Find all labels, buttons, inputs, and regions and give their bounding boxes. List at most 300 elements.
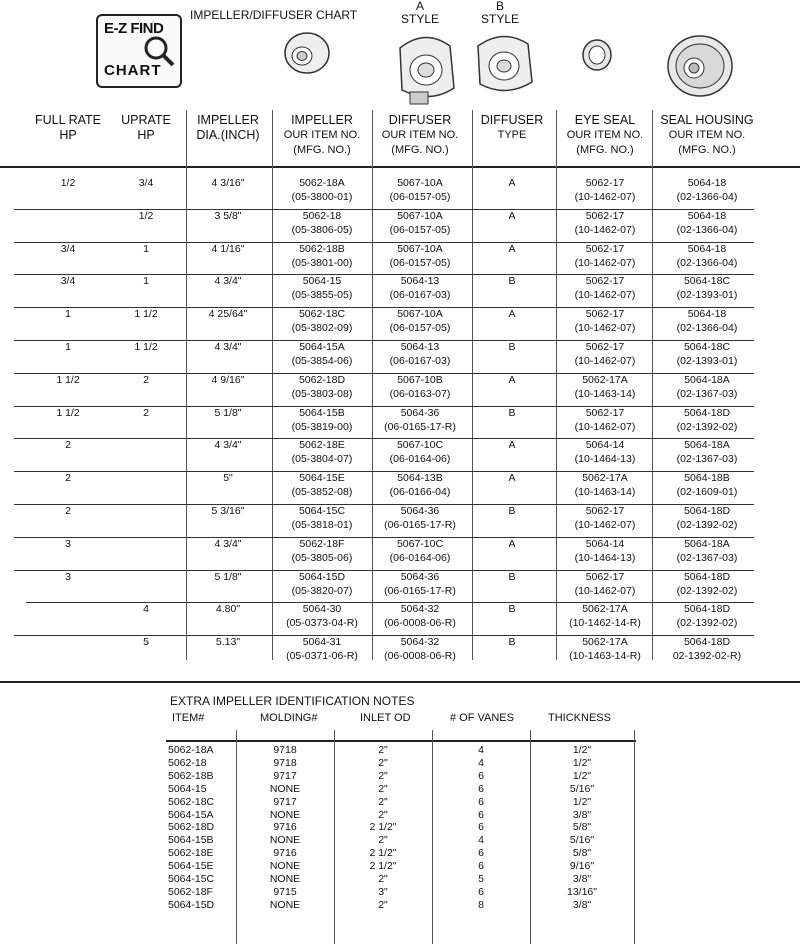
cell-line: (10-1462-07) — [574, 223, 636, 236]
table-cell — [267, 537, 377, 565]
notes-cell: 2" — [378, 795, 388, 808]
notes-column-header: MOLDING# — [260, 712, 318, 724]
cell-line: (06-0008-06-R) — [384, 617, 456, 630]
table-cell — [652, 570, 762, 598]
cell-line: 5062-18A — [299, 177, 345, 189]
table-cell — [13, 570, 123, 584]
notes-cell: NONE — [269, 860, 301, 873]
notes-title: EXTRA IMPELLER IDENTIFICATION NOTES — [170, 694, 415, 708]
cell-line: (05-3806-05) — [291, 223, 353, 236]
notes-cell: 2" — [378, 744, 388, 756]
cell-line: B — [508, 603, 516, 616]
cell-line: 5064-18 — [687, 177, 727, 189]
column-header-line: OUR ITEM NO. — [283, 129, 361, 141]
cell-line: 4 3/16" — [211, 177, 245, 189]
impeller-image — [282, 28, 332, 78]
cell-line: 5064-13B — [397, 472, 443, 485]
column-header-line: (MFG. NO.) — [678, 144, 736, 156]
notes-column-divider — [530, 730, 531, 944]
cell-line: (05-3820-07) — [291, 584, 353, 597]
cell-line: (05-3802-09) — [291, 322, 353, 335]
notes-cell: 6 — [478, 860, 484, 873]
cell-line: 3 — [65, 570, 71, 583]
cell-line: A — [508, 308, 516, 321]
cell-line: 5064-18B — [684, 472, 730, 485]
cell-line: A — [508, 242, 516, 255]
cell-line: 1 1/2 — [134, 308, 158, 321]
seal-housing-image — [664, 28, 736, 100]
cell-line: 5 — [143, 636, 149, 649]
column-header-line: OUR ITEM NO. — [566, 129, 644, 141]
column-header-line: HP — [137, 128, 155, 142]
cell-line: (06-0165-17-R) — [384, 420, 456, 433]
notes-cell: 6 — [478, 808, 484, 821]
table-cell — [267, 373, 377, 401]
cell-line: (10-1462-07) — [574, 355, 636, 367]
cell-line: A — [508, 177, 516, 189]
cell-line: (06-0164-06) — [389, 453, 451, 466]
column-header-line: DIA.(INCH) — [196, 128, 260, 142]
diffuser-a-image — [390, 28, 460, 110]
cell-line: 5062-17 — [585, 209, 625, 222]
notes-cell: 5064-15C — [168, 873, 215, 885]
notes-cell: 13/16" — [566, 885, 597, 898]
notes-column-header: # OF VANES — [450, 712, 514, 724]
notes-cell: 2 1/2" — [369, 860, 397, 873]
cell-line: 1 1/2 — [56, 373, 80, 386]
cell-line: 5062-17 — [585, 308, 625, 321]
cell-line: 5064-15A — [299, 341, 345, 353]
table-cell — [652, 274, 762, 302]
table-cell — [652, 340, 762, 368]
notes-column-divider — [432, 730, 433, 944]
notes-cell: 9/16" — [569, 860, 595, 873]
notes-cell: 1/2" — [572, 756, 592, 769]
column-header-line: OUR ITEM NO. — [381, 129, 459, 141]
table-cell — [550, 635, 660, 663]
cell-line: (10-1462-07) — [574, 519, 636, 531]
cell-line: (10-1462-14-R) — [569, 617, 641, 630]
cell-line: (06-0165-17-R) — [384, 519, 456, 531]
notes-cell: 2" — [378, 769, 388, 782]
cell-line: (02-1367-03) — [676, 551, 738, 564]
notes-cell: 6 — [478, 769, 484, 782]
cell-line: 5064-36 — [400, 570, 440, 583]
table-cell — [267, 307, 377, 335]
table-cell — [13, 438, 123, 452]
table-cell — [267, 209, 377, 237]
table-cell — [267, 504, 377, 532]
cell-line: A — [508, 209, 516, 222]
cell-line: 5064-13 — [400, 341, 440, 353]
cell-line: (02-1367-03) — [676, 453, 738, 466]
table-cell — [550, 176, 660, 204]
notes-cell: 2" — [378, 834, 388, 847]
cell-line: (10-1463-14) — [574, 486, 636, 499]
cell-line: 1 1/2 — [134, 341, 158, 353]
notes-cell: 3" — [378, 885, 388, 898]
header-divider — [0, 166, 800, 168]
cell-line: (05-3805-06) — [291, 551, 353, 564]
notes-cell: 6 — [478, 847, 484, 860]
cell-line: (05-3800-01) — [291, 191, 353, 203]
cell-line: 5064-18A — [684, 537, 730, 550]
notes-cell: 5062-18E — [168, 847, 214, 860]
cell-line: (05-0371-06-R) — [286, 650, 358, 663]
notes-cell: 1/2" — [572, 769, 592, 782]
cell-line: 5064-18D — [683, 603, 731, 616]
notes-cell: NONE — [269, 898, 301, 911]
table-cell — [550, 471, 660, 499]
notes-cell: 9716 — [273, 847, 297, 860]
table-cell — [652, 635, 762, 663]
notes-column-header: THICKNESS — [548, 712, 611, 724]
column-header-line: TYPE — [497, 129, 527, 141]
cell-line: A — [508, 439, 516, 452]
table-cell — [550, 274, 660, 302]
cell-line: 5064-15D — [298, 570, 346, 583]
table-cell — [652, 602, 762, 630]
cell-line: 2 — [143, 406, 149, 419]
cell-line: 5 1/8" — [214, 406, 242, 419]
column-header-line: SEAL HOUSING — [660, 113, 754, 127]
table-cell — [267, 635, 377, 663]
cell-line: (02-1366-04) — [676, 191, 738, 203]
cell-line: 4.80" — [215, 603, 241, 616]
cell-line: 4 3/4" — [214, 275, 242, 288]
cell-line: 1 — [65, 308, 71, 321]
table-cell — [550, 438, 660, 466]
cell-line: (10-1463-14) — [574, 387, 636, 400]
notes-cell: 9716 — [273, 821, 297, 834]
notes-cell: 9717 — [273, 769, 297, 782]
cell-line: B — [508, 570, 516, 583]
table-cell — [13, 504, 123, 518]
cell-line: B — [508, 275, 516, 288]
cell-line: 4 1/16" — [211, 242, 245, 255]
cell-line: 5064-18C — [683, 275, 731, 288]
column-header-line: (MFG. NO.) — [391, 144, 449, 156]
table-cell — [652, 406, 762, 434]
cell-line: (06-0008-06-R) — [384, 650, 456, 663]
cell-line: (05-3801-00) — [291, 256, 353, 269]
cell-line: 4 3/4" — [214, 341, 242, 353]
table-cell — [652, 373, 762, 401]
table-cell — [652, 438, 762, 466]
notes-cell: 3/8" — [572, 898, 592, 911]
notes-cell: 9718 — [273, 744, 297, 756]
cell-line: 5" — [223, 472, 233, 485]
cell-line: 5062-17A — [582, 373, 628, 386]
cell-line: 1 — [143, 275, 149, 288]
cell-line: (05-3803-08) — [291, 387, 353, 400]
cell-line: (02-1366-04) — [676, 256, 738, 269]
notes-cell: 5062-18F — [168, 885, 213, 898]
table-cell — [652, 242, 762, 270]
cell-line: 5064-15B — [299, 406, 345, 419]
cell-line: 3 5/8" — [214, 209, 242, 222]
table-cell — [652, 504, 762, 532]
notes-cell: 6 — [478, 782, 484, 795]
logo-text-top: E-Z FIND — [104, 20, 164, 37]
cell-line: 4 3/4" — [214, 439, 242, 452]
notes-cell: 5064-15B — [168, 834, 214, 847]
notes-cell: 6 — [478, 885, 484, 898]
cell-line: 5064-36 — [400, 505, 440, 517]
cell-line: 5062-17 — [585, 275, 625, 288]
diffuser-b-image — [470, 28, 536, 98]
cell-line: (10-1462-07) — [574, 289, 636, 302]
table-cell — [267, 274, 377, 302]
cell-line: 5064-18A — [684, 439, 730, 452]
table-cell — [550, 602, 660, 630]
notes-column-divider — [634, 730, 635, 944]
table-cell — [550, 406, 660, 434]
notes-cell: 5/16" — [569, 782, 595, 795]
notes-cell: 3/8" — [572, 808, 592, 821]
cell-line: 2 — [65, 505, 71, 517]
cell-line: (06-0157-05) — [389, 191, 451, 203]
cell-line: 5067-10C — [396, 537, 444, 550]
notes-cell: 4 — [478, 834, 484, 847]
eye-seal-image — [580, 38, 614, 72]
cell-line: 3/4 — [138, 177, 154, 189]
cell-line: 4 9/16" — [211, 373, 245, 386]
cell-line: 5064-15C — [298, 505, 346, 517]
cell-line: 5067-10A — [397, 242, 443, 255]
notes-column-divider — [334, 730, 335, 944]
cell-line: 1 — [143, 242, 149, 255]
cell-line: (02-1392-02) — [676, 617, 738, 630]
table-cell — [267, 242, 377, 270]
cell-line: 5067-10A — [397, 308, 443, 321]
cell-line: 5062-18B — [299, 242, 345, 255]
table-cell — [267, 406, 377, 434]
table-cell — [652, 537, 762, 565]
cell-line: 5067-10A — [397, 209, 443, 222]
notes-cell: 2" — [378, 898, 388, 911]
cell-line: A — [508, 373, 516, 386]
cell-line: (06-0157-05) — [389, 322, 451, 335]
notes-cell: 8 — [478, 898, 484, 911]
notes-cell: 5/8" — [572, 847, 592, 860]
cell-line: (06-0167-03) — [389, 355, 451, 367]
cell-line: 4 3/4" — [214, 537, 242, 550]
cell-line: 5 3/16" — [211, 505, 245, 517]
table-cell — [267, 570, 377, 598]
notes-cell: 2" — [378, 756, 388, 769]
notes-cell: 9718 — [273, 756, 297, 769]
cell-line: (02-1609-01) — [676, 486, 738, 499]
cell-line: 5062-17 — [585, 505, 625, 517]
notes-cell: NONE — [269, 834, 301, 847]
column-header-line: OUR ITEM NO. — [668, 129, 746, 141]
notes-cell: 5062-18 — [168, 756, 207, 769]
cell-line: 5064-14 — [585, 537, 625, 550]
cell-line: (02-1392-02) — [676, 519, 738, 531]
cell-line: 5062-17 — [585, 341, 625, 353]
cell-line: 5064-18D — [683, 570, 731, 583]
notes-column-header: INLET OD — [360, 712, 411, 724]
cell-line: 3/4 — [60, 275, 76, 288]
cell-line: 5062-18E — [299, 439, 345, 452]
table-cell — [550, 242, 660, 270]
table-cell — [267, 471, 377, 499]
cell-line: (02-1393-01) — [676, 289, 738, 302]
cell-line: 3/4 — [60, 242, 76, 255]
cell-line: 5062-17A — [582, 472, 628, 485]
notes-cell: 5/8" — [572, 821, 592, 834]
cell-line: (05-3818-01) — [291, 519, 353, 531]
table-cell — [652, 209, 762, 237]
cell-line: (06-0157-05) — [389, 256, 451, 269]
cell-line: (10-1462-07) — [574, 191, 636, 203]
column-header-line: UPRATE — [121, 113, 171, 127]
column-header-line: DIFFUSER — [480, 113, 544, 127]
chart-title: IMPELLER/DIFFUSER CHART — [190, 8, 358, 22]
cell-line: (06-0157-05) — [389, 223, 451, 236]
cell-line: 4 25/64" — [208, 308, 248, 321]
cell-line: 1/2 — [138, 209, 154, 222]
cell-line: 2 — [143, 373, 149, 386]
cell-line: B — [508, 406, 516, 419]
cell-line: 5064-18 — [687, 308, 727, 321]
cell-line: (10-1463-14-R) — [569, 650, 641, 663]
logo-text-bottom: CHART — [104, 62, 162, 79]
cell-line: (10-1464-13) — [574, 453, 636, 466]
column-header-line: (MFG. NO.) — [576, 144, 634, 156]
cell-line: B — [508, 505, 516, 517]
cell-line: 5062-17 — [585, 570, 625, 583]
cell-line: 5064-15E — [299, 472, 345, 485]
cell-line: 5064-31 — [302, 636, 342, 649]
cell-line: (05-3819-00) — [291, 420, 353, 433]
table-cell — [652, 307, 762, 335]
cell-line: (02-1393-01) — [676, 355, 738, 367]
cell-line: 1/2 — [60, 177, 76, 189]
notes-cell: 2" — [378, 873, 388, 885]
notes-column-header: ITEM# — [172, 712, 205, 724]
column-header — [652, 113, 762, 158]
notes-cell: 5064-15A — [168, 808, 214, 821]
cell-line: 5064-18D — [683, 636, 731, 649]
cell-line: 5 1/8" — [214, 570, 242, 583]
notes-cell: NONE — [269, 873, 301, 885]
cell-line: 5062-18D — [298, 373, 346, 386]
cell-line: 4 — [143, 603, 149, 616]
cell-line: 5064-13 — [400, 275, 440, 288]
cell-line: 02-1392-02-R) — [672, 650, 742, 663]
notes-cell: 4 — [478, 744, 484, 756]
notes-cell: 1/2" — [572, 744, 592, 756]
notes-cell: NONE — [269, 782, 301, 795]
cell-line: 5064-18 — [687, 242, 727, 255]
cell-line: 5062-18 — [302, 209, 342, 222]
cell-line: (02-1392-02) — [676, 420, 738, 433]
cell-line: 5067-10A — [397, 177, 443, 189]
cell-line: 5064-32 — [400, 603, 440, 616]
cell-line: (05-3854-06) — [291, 355, 353, 367]
cell-line: (05-3852-08) — [291, 486, 353, 499]
table-cell — [13, 471, 123, 485]
notes-cell: 5064-15E — [168, 860, 214, 873]
cell-line: 5064-18D — [683, 406, 731, 419]
cell-line: (06-0163-07) — [389, 387, 451, 400]
table-cell — [550, 340, 660, 368]
column-header-line: FULL RATE — [35, 113, 101, 127]
table-cell — [267, 602, 377, 630]
notes-cell: 5062-18B — [168, 769, 214, 782]
table-cell — [652, 176, 762, 204]
table-bottom-border — [0, 681, 800, 683]
cell-line: (10-1462-07) — [574, 420, 636, 433]
cell-line: (10-1462-07) — [574, 584, 636, 597]
cell-line: 2 — [65, 472, 71, 485]
cell-line: (05-0373-04-R) — [286, 617, 358, 630]
cell-line: 5064-18C — [683, 341, 731, 353]
notes-cell: 4 — [478, 756, 484, 769]
table-cell — [652, 471, 762, 499]
notes-cell: 5 — [478, 873, 484, 885]
notes-cell: 5062-18D — [168, 821, 215, 834]
cell-line: (05-3804-07) — [291, 453, 353, 466]
notes-cell: 5064-15D — [168, 898, 215, 911]
cell-line: 5064-30 — [302, 603, 342, 616]
table-cell — [550, 307, 660, 335]
table-cell — [267, 176, 377, 204]
cell-line: (06-0164-06) — [389, 551, 451, 564]
cell-line: (02-1392-02) — [676, 584, 738, 597]
table-cell — [267, 340, 377, 368]
style-b-label: B STYLE — [480, 0, 519, 26]
table-cell — [13, 537, 123, 551]
cell-line: 1 1/2 — [56, 406, 80, 419]
cell-line: 5064-14 — [585, 439, 625, 452]
table-cell — [550, 537, 660, 565]
cell-line: (06-0167-03) — [389, 289, 451, 302]
table-cell — [550, 570, 660, 598]
cell-line: 5062-17A — [582, 603, 628, 616]
cell-line: 5062-17 — [585, 242, 625, 255]
cell-line: 5064-18A — [684, 373, 730, 386]
cell-line: 5062-17 — [585, 406, 625, 419]
table-cell — [267, 438, 377, 466]
cell-line: 5064-18 — [687, 209, 727, 222]
column-header — [267, 113, 377, 158]
cell-line: B — [508, 341, 516, 353]
notes-cell: 9717 — [273, 795, 297, 808]
cell-line: (02-1367-03) — [676, 387, 738, 400]
table-cell — [550, 504, 660, 532]
notes-cell: NONE — [269, 808, 301, 821]
notes-cell: 5/16" — [569, 834, 595, 847]
notes-cell: 5062-18A — [168, 744, 214, 756]
cell-line: 5064-36 — [400, 406, 440, 419]
cell-line: (02-1366-04) — [676, 223, 738, 236]
notes-cell: 5064-15 — [168, 782, 207, 795]
column-header-line: EYE SEAL — [574, 113, 636, 127]
cell-line: 5064-18D — [683, 505, 731, 517]
notes-cell: 6 — [478, 795, 484, 808]
notes-cell: 2 1/2" — [369, 821, 397, 834]
table-cell — [550, 373, 660, 401]
cell-line: 5062-17A — [582, 636, 628, 649]
cell-line: 5062-18F — [299, 537, 345, 550]
notes-cell: 2 1/2" — [369, 847, 397, 860]
notes-cell: 9715 — [273, 885, 297, 898]
cell-line: (06-0165-17-R) — [384, 584, 456, 597]
cell-line: 5062-17 — [585, 177, 625, 189]
